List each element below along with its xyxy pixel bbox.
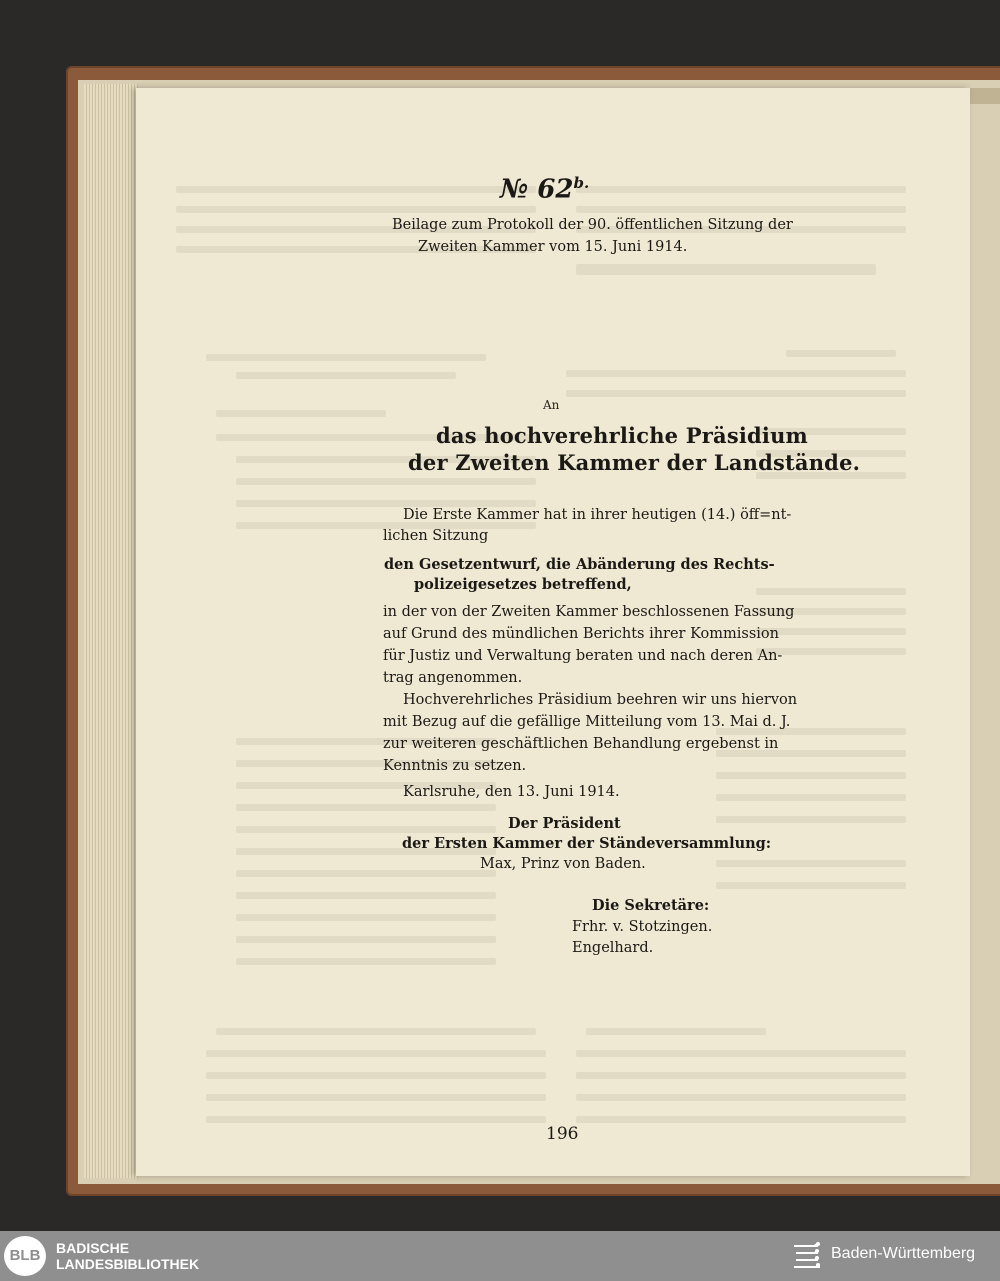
subtitle-line-2: Zweiten Kammer vom 15. Juni 1914. [418,239,688,255]
secretary-2: Engelhard. [572,940,654,956]
body-p2-line-4: trag angenommen. [383,670,523,686]
baden-wuerttemberg-lions-icon [790,1239,824,1273]
library-name-line-2: LANDESBIBLIOTHEK [56,1256,200,1272]
secretary-1: Frhr. v. Stotzingen. [572,919,713,935]
body-p3-line-4: Kenntnis zu setzen. [383,758,527,774]
body-p1-line-1: Die Erste Kammer hat in ihrer heutigen (14.) öff=nt- [403,507,792,523]
library-name-line-1: BADISCHE [56,1240,130,1256]
body-p1-line-2: lichen Sitzung [383,528,489,544]
body-p2-line-2: auf Grund des mündlichen Berichts ihrer Kommission [383,626,779,642]
signature-title-1: Der Präsident [508,815,621,832]
document-number: № $62^{b.}$ [500,174,590,205]
page-edges [84,84,138,1178]
footer-bar [0,1231,1000,1281]
addressee-line-2: der Zweiten Kammer der Landstände. [408,450,861,475]
page-number: 196 [546,1124,579,1144]
state-name[interactable]: Baden-Württemberg [831,1245,976,1262]
signature-title-2: der Ersten Kammer der Ständeversammlung: [402,835,772,852]
secretaries-title: Die Sekretäre: [592,897,710,914]
body-p3-line-3: zur weiteren geschäftlichen Behandlung ergebenst in [383,736,779,752]
document-number-suffix: b. [573,174,590,192]
library-name[interactable] [56,1240,199,1272]
place-date: Karlsruhe, den 13. Juni 1914. [403,784,620,800]
law-title-line-1: den Gesetzentwurf, die Abänderung des Rechts- [384,556,775,573]
blb-logo[interactable]: BLB [4,1236,46,1276]
address-an: An [543,398,560,412]
law-title-line-2: polizeigesetzes betreffend, [414,576,632,593]
addressee-line-1: das hochverehrliche Präsidium [436,423,808,448]
body-p2-line-3: für Justiz und Verwaltung beraten und nach deren An- [383,648,783,664]
body-p3-line-1: Hochverehrliches Präsidium beehren wir uns hiervon [403,692,798,708]
body-p3-line-2: mit Bezug auf die gefällige Mitteilung vom 13. Mai d. J. [383,714,791,730]
subtitle-line-1: Beilage zum Protokoll der 90. öffentlichen Sitzung der [392,217,793,233]
body-p2-line-1: in der von der Zweiten Kammer beschlossenen Fassung [383,604,795,620]
signature-name: Max, Prinz von Baden. [480,856,646,872]
